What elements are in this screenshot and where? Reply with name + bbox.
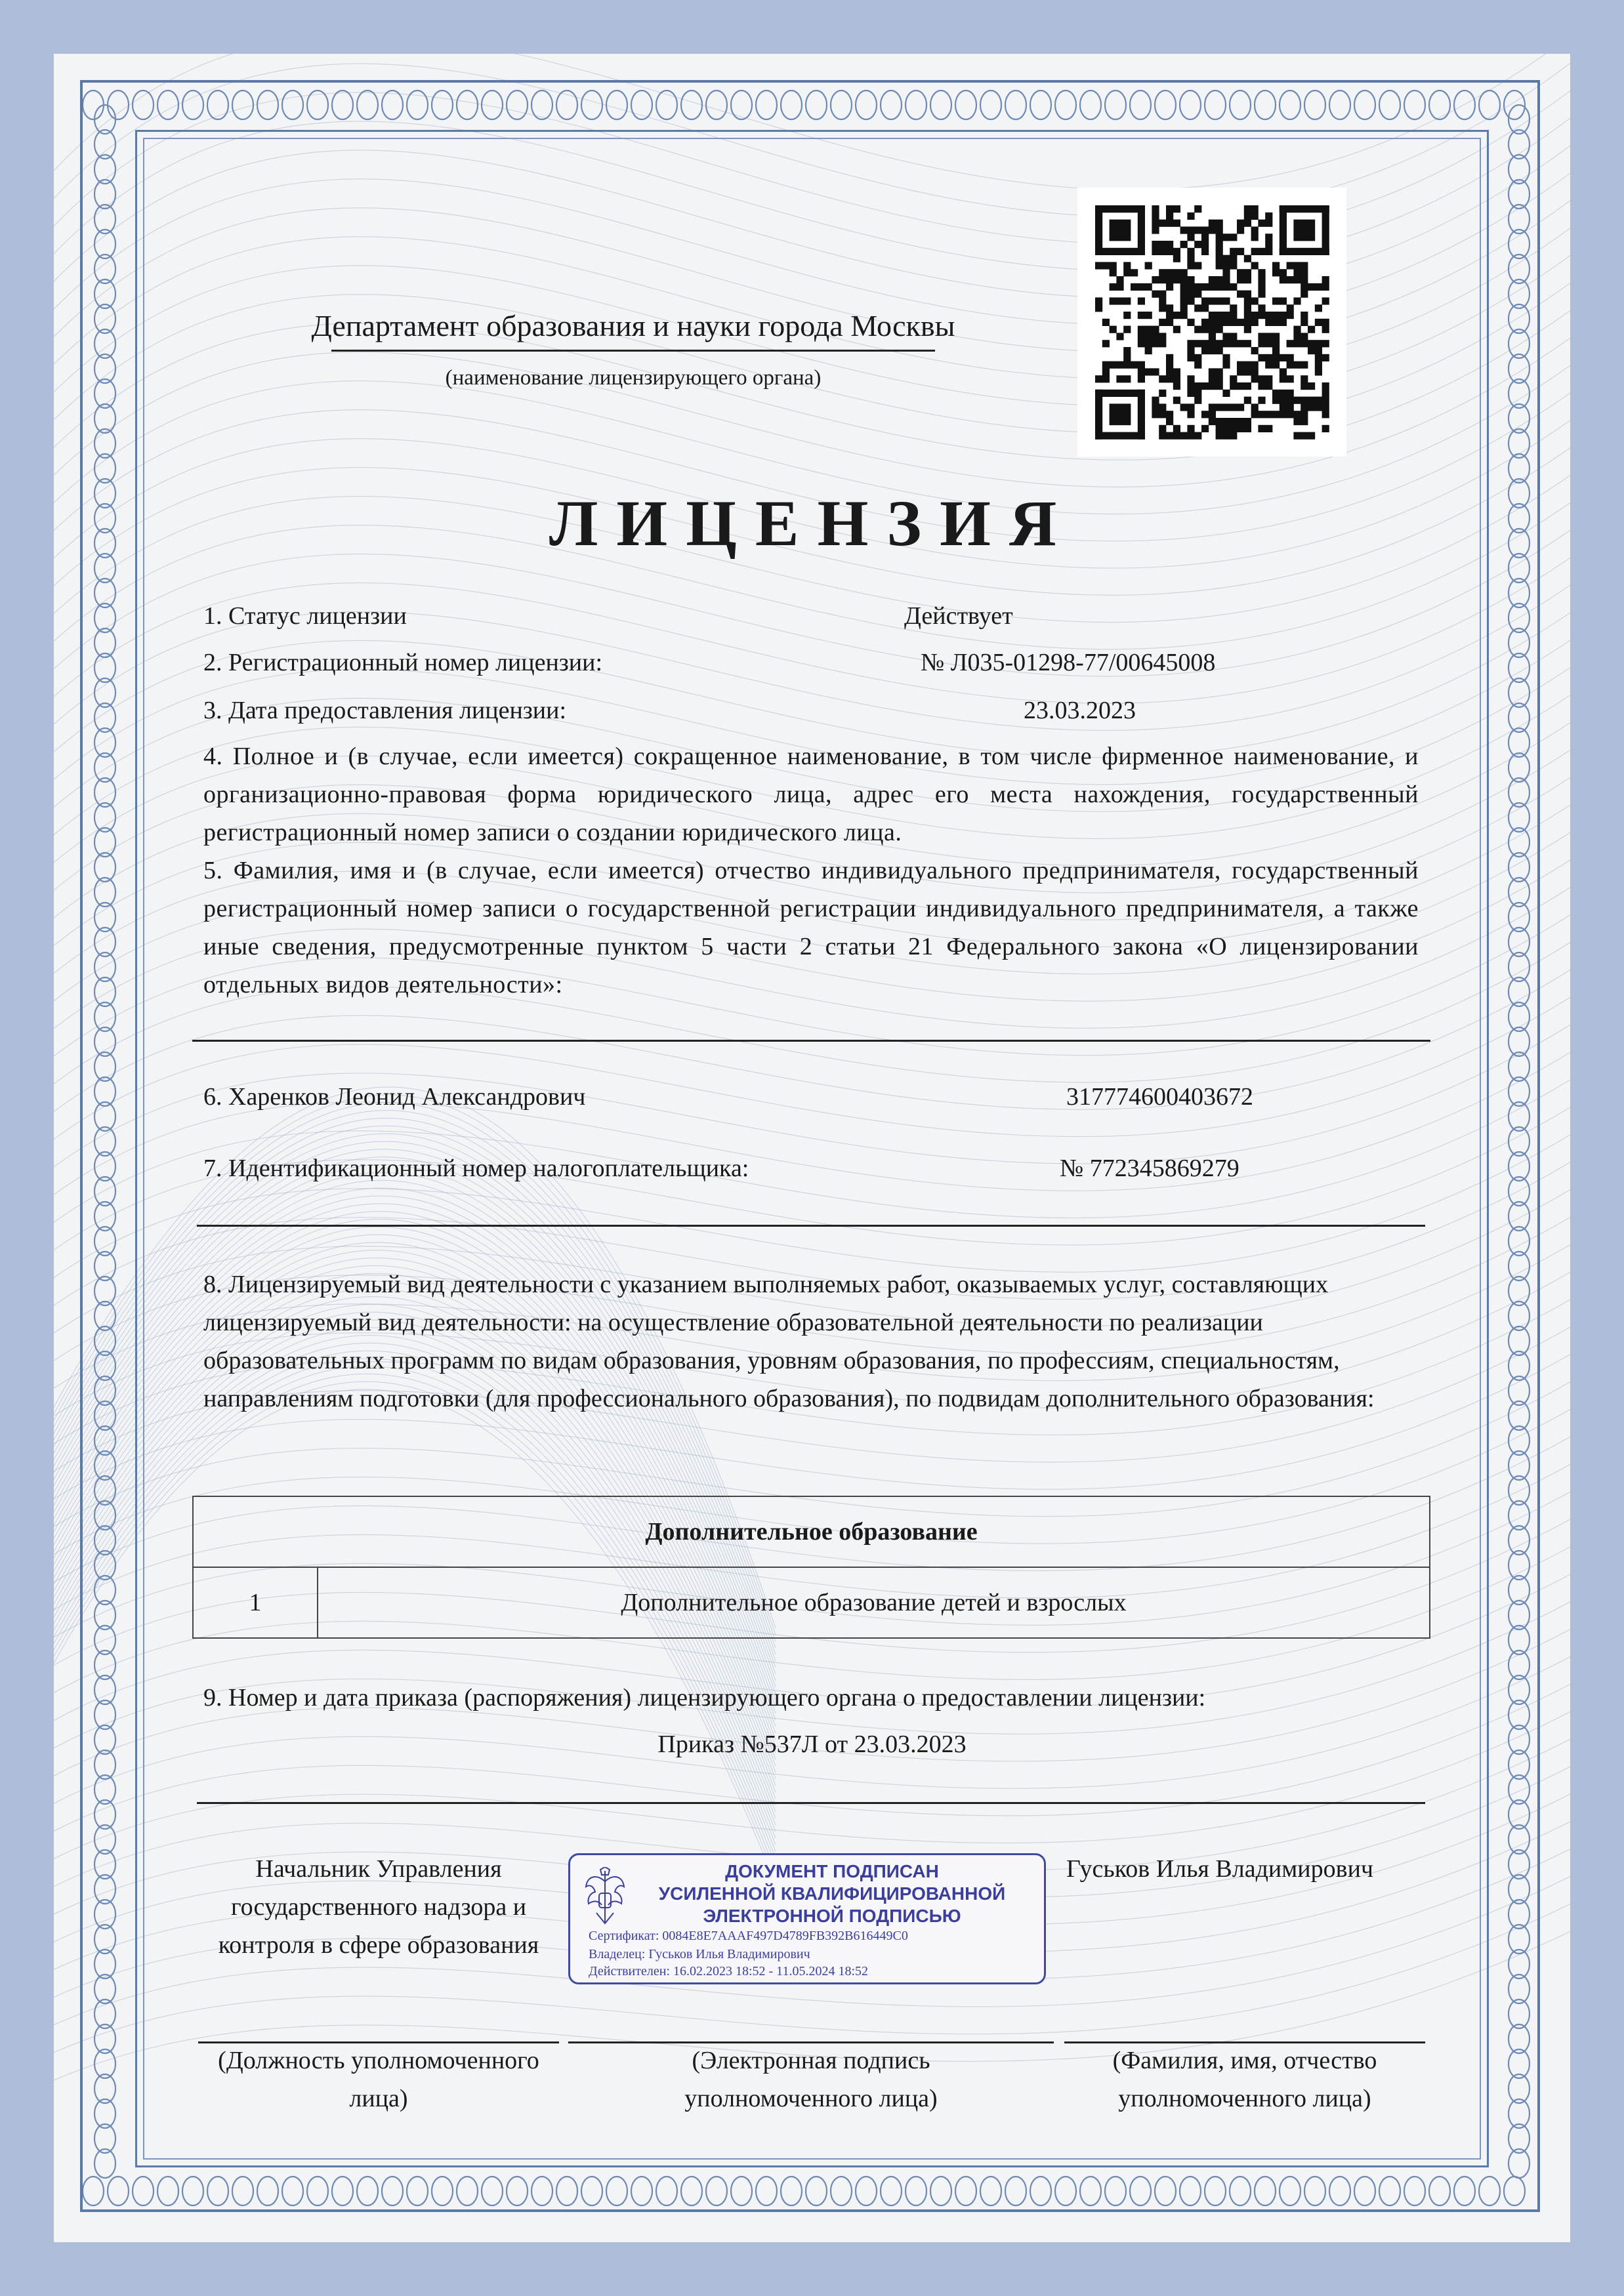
item-5-text: 5. Фамилия, имя и (в случае, если имеется) отчество индивидуального предпринимателя, государственный регистрационный номер записи о государственной регистрации индивидуального предпринимателя, а также иные сведения, предусмотренные пунктом 5 части 2 статьи 21 Федерального закона «О лицензировании отдельных видов деятельности»: bbox=[203, 857, 1419, 998]
stamp-title-line: ДОКУМЕНТ ПОДПИСАН bbox=[725, 1861, 939, 1881]
caption-position: (Должность уполномоченного лица) bbox=[218, 2047, 539, 2112]
order-label: 9. Номер и дата приказа (распоряжения) лицензирующего органа о предоставлении лицензии: bbox=[203, 1684, 1206, 1712]
signer-position: Начальник Управления государственного надзора и контроля в сфере образования bbox=[218, 1855, 539, 1959]
document-title: ЛИЦЕНЗИЯ bbox=[549, 487, 1075, 560]
divider bbox=[197, 1225, 1425, 1227]
item-8-text: 8. Лицензируемый вид деятельности с указанием выполняемых работ, оказываемых услуг, составляющих лицензируемый вид деятельности: на осуществление образовательной деятельности по реализации образовательных программ по видам образования, уровням образования, по профессиям, специальностям, направлениям подготовки (для профессионального образования), по подвидам дополнительного образования: bbox=[203, 1271, 1375, 1412]
table-header: Дополнительное образование bbox=[193, 1496, 1430, 1567]
stamp-title-line: ЭЛЕКТРОННОЙ ПОДПИСЬЮ bbox=[703, 1906, 961, 1926]
electronic-signature-stamp[interactable] bbox=[568, 1853, 1046, 1984]
authority-underline bbox=[331, 350, 935, 352]
stamp-title bbox=[570, 1860, 1048, 1927]
caption-name: (Фамилия, имя, отчество уполномоченного лица) bbox=[1112, 2047, 1377, 2112]
ogrnip-value: 317774600403672 bbox=[1066, 1083, 1253, 1111]
regnum-value: № Л035-01298-77/00645008 bbox=[921, 649, 1216, 676]
status-value: Действует bbox=[904, 602, 1013, 630]
date-label: 3. Дата предоставления лицензии: bbox=[203, 697, 567, 724]
order-value: Приказ №537Л от 23.03.2023 bbox=[657, 1731, 967, 1758]
inn-label: 7. Идентификационный номер налогоплательщика: bbox=[203, 1155, 749, 1182]
status-label: 1. Статус лицензии bbox=[203, 602, 407, 630]
table-header-row bbox=[193, 1496, 1430, 1567]
authority-caption: (наименование лицензирующего органа) bbox=[445, 366, 822, 390]
qr-code[interactable] bbox=[1077, 188, 1346, 457]
item-4-text: 4. Полное и (в случае, если имеется) сокращенное наименование, в том числе фирменное наименование, и организационно-правовая форма юридического лица, адрес его места нахождения, государственный регистрационный номер записи о создании юридического лица. bbox=[203, 743, 1419, 846]
row-number: 1 bbox=[193, 1567, 318, 1638]
stamp-certificate: Сертификат: 0084E8E7AAAF497D4789FB392B616449C0 bbox=[589, 1929, 908, 1943]
table-row bbox=[193, 1567, 1430, 1638]
stamp-validity: Действителен: 16.02.2023 18:52 - 11.05.2024 18:52 bbox=[589, 1964, 868, 1978]
caption-signature: (Электронная подпись уполномоченного лица) bbox=[684, 2047, 938, 2112]
activity-table bbox=[192, 1496, 1430, 1639]
date-value: 23.03.2023 bbox=[1024, 697, 1136, 724]
row-text: Дополнительное образование детей и взрослых bbox=[318, 1567, 1430, 1638]
signer-name: Гуськов Илья Владимирович bbox=[1066, 1855, 1374, 1883]
inn-value: № 772345869279 bbox=[1060, 1155, 1239, 1182]
divider bbox=[192, 1040, 1430, 1042]
divider bbox=[197, 1802, 1425, 1804]
stamp-title-line: УСИЛЕННОЙ КВАЛИФИЦИРОВАННОЙ bbox=[658, 1883, 1006, 1904]
stamp-owner: Владелец: Гуськов Илья Владимирович bbox=[589, 1947, 810, 1961]
licensing-authority: Департамент образования и науки города Москвы bbox=[311, 309, 955, 342]
person-label: 6. Харенков Леонид Александрович bbox=[203, 1083, 586, 1111]
regnum-label: 2. Регистрационный номер лицензии: bbox=[203, 649, 603, 676]
